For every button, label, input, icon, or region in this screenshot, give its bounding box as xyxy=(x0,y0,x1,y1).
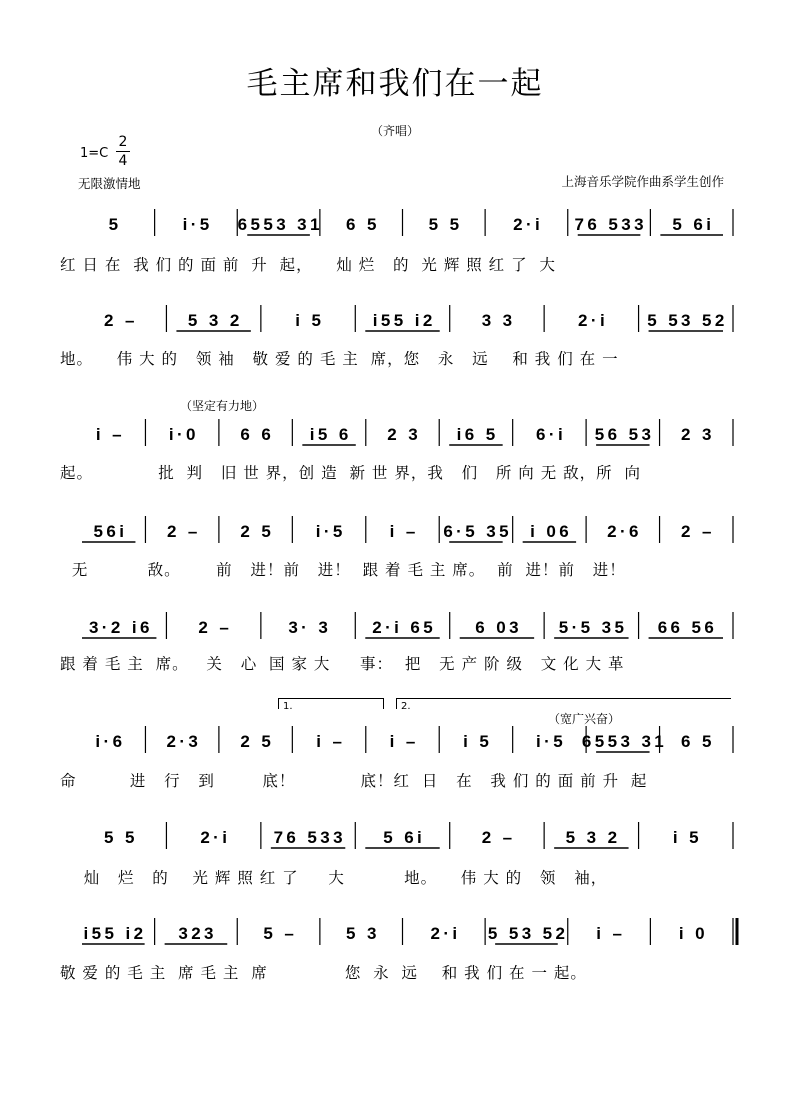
measure-notes: i · 5 xyxy=(536,732,563,751)
measure-notes: 2 · i 6 5 xyxy=(372,618,433,637)
measure-notes: i 5 5 i 2 xyxy=(372,311,433,330)
time-signature-denominator: 4 xyxy=(118,153,128,169)
measure-notes: i – xyxy=(316,732,342,751)
measure-notes: 5 3 2 xyxy=(187,311,240,330)
performance-mode: （齐唱） xyxy=(370,124,419,138)
measure-notes: 2 3 xyxy=(387,425,418,444)
expression-mark: 无限激情地 xyxy=(78,176,141,191)
measure-notes: 3 3 xyxy=(481,311,513,330)
measure-notes: i – xyxy=(389,522,416,541)
measure-notes: i · 6 xyxy=(95,732,123,751)
lyric-line-7: 灿 烂 的 光 辉 照 红 了 大 地。 伟 大 的 领 袖， xyxy=(60,869,608,887)
measure-notes: 2 – xyxy=(103,311,135,330)
measure-notes: 2 · i xyxy=(513,215,540,234)
measure-notes: 6 5 5 3 3 1 xyxy=(237,215,320,234)
measure-notes: i · 0 xyxy=(168,425,196,444)
lyric-line-5: 跟 着 毛 主 席。 关 心 国 家 大 事： 把 无 产 阶 级 文 化 大 革 xyxy=(60,655,625,673)
measure-notes: 5 3 2 xyxy=(565,828,618,847)
system-6 xyxy=(95,726,733,753)
system-5 xyxy=(82,612,733,639)
measure-notes: 6 5 xyxy=(681,732,712,751)
measure-notes: 2 – xyxy=(198,618,229,637)
measure-notes: 5 6 i xyxy=(672,215,711,234)
song-title: 毛主席和我们在一起 xyxy=(246,66,544,102)
measure-notes: 2 – xyxy=(481,828,513,847)
measure-notes: 6 6 xyxy=(240,425,271,444)
system-8 xyxy=(82,918,737,945)
system-1 xyxy=(109,209,733,236)
measure-notes: 5 5 3 5 2 xyxy=(647,311,725,330)
measure-notes: i 5 5 i 2 xyxy=(83,924,144,943)
measure-notes: i 6 5 xyxy=(456,425,496,444)
measure-notes: 5 5 xyxy=(428,215,460,234)
lyric-line-8: 敬 爱 的 毛 主 席 毛 主 席 您 永 远 和 我 们 在 一 起。 xyxy=(60,964,587,982)
measure-notes: 2 · 6 xyxy=(607,522,639,541)
measure-notes: 5 5 3 5 2 xyxy=(487,924,566,943)
measure-notes: i – xyxy=(596,924,622,943)
measure-notes: 6 · i xyxy=(536,425,563,444)
measure-notes: 2 · 3 xyxy=(166,732,198,751)
ending-2-label: 2. xyxy=(401,701,411,712)
measure-notes: 3 2 3 xyxy=(178,924,214,943)
measure-notes: 6 · 5 3 5 xyxy=(443,522,509,541)
measure-notes: 7 6 5 3 3 xyxy=(273,828,343,847)
ending-1-label: 1. xyxy=(283,701,293,712)
lyric-line-4: 无 敌。 前 进！前 进！ 跟 着 毛 主 席。 前 进！前 进！ xyxy=(60,561,626,579)
measure-notes: i · 5 xyxy=(182,215,210,234)
measure-notes: i – xyxy=(389,732,416,751)
measure-notes: 6 0 3 xyxy=(475,618,519,637)
measure-notes: 6 5 5 3 3 1 xyxy=(581,732,664,751)
measure-notes: 5 6 i xyxy=(93,522,124,541)
measure-notes: 2 5 xyxy=(240,732,271,751)
measure-notes: 2 · i xyxy=(200,828,227,847)
measure-notes: 2 – xyxy=(681,522,712,541)
measure-notes: i 5 xyxy=(295,311,321,330)
measure-notes: 5 5 xyxy=(103,828,135,847)
measure-notes: 5 · 5 3 5 xyxy=(558,618,624,637)
measure-notes: 5 – xyxy=(263,924,294,943)
measure-notes: i 5 xyxy=(463,732,489,751)
lyric-line-6: 命 进 行 到 底！ 底！红 日 在 我 们 的 面 前 升 起 xyxy=(60,772,648,790)
measure-notes: 5 6 5 3 xyxy=(594,425,651,444)
measure-notes: i 0 xyxy=(678,924,705,943)
composer-credit: 上海音乐学院作曲系学生创作 xyxy=(561,174,724,189)
key-signature: 1=C xyxy=(80,146,109,161)
measure-notes: 5 6 i xyxy=(383,828,422,847)
lyric-line-3: 起。 批 判 旧 世 界，创 造 新 世 界，我 们 所 向 无 敌，所 向 xyxy=(60,464,642,482)
measure-notes: 2 – xyxy=(166,522,198,541)
measure-notes: 6 6 5 6 xyxy=(657,618,714,637)
system-7 xyxy=(104,822,733,849)
direction-firm: （坚定有力地） xyxy=(180,399,265,413)
measure-notes: 2 5 xyxy=(240,522,271,541)
measure-notes: 6 5 xyxy=(345,215,377,234)
measure-notes: 2 3 xyxy=(681,425,712,444)
measure-notes: 2 · i xyxy=(430,924,458,943)
measure-notes: 7 6 5 3 3 xyxy=(574,215,644,234)
measure-notes: 5 3 xyxy=(345,924,377,943)
measure-notes: 2 · i xyxy=(578,311,605,330)
direction-broad: （宽广兴奋） xyxy=(548,712,621,726)
time-signature-numerator: 2 xyxy=(118,134,128,150)
system-4 xyxy=(82,516,733,543)
measure-notes: i – xyxy=(95,425,122,444)
measure-notes: i 0 6 xyxy=(530,522,569,541)
measure-notes: 5 xyxy=(108,215,119,234)
lyric-line-1: 红 日 在 我 们 的 面 前 升 起， 灿 烂 的 光 辉 照 红 了 大 xyxy=(60,256,556,274)
measure-notes: i · 5 xyxy=(315,522,343,541)
lyric-line-2: 地。 伟 大 的 领 袖 敬 爱 的 毛 主 席，您 永 远 和 我 们 在 一 xyxy=(60,350,619,368)
measure-notes: 3 · 2 i 6 xyxy=(88,618,150,637)
system-3 xyxy=(96,419,733,446)
measure-notes: 3 · 3 xyxy=(288,618,328,637)
measure-notes: i 5 xyxy=(672,828,699,847)
measure-notes: i 5 6 xyxy=(309,425,349,444)
system-2 xyxy=(104,305,733,332)
